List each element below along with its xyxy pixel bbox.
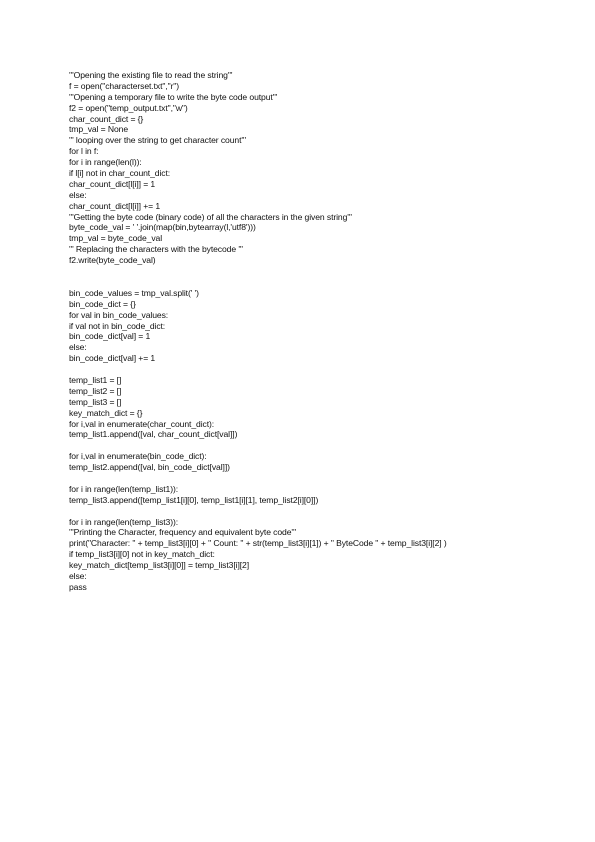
- code-section-file-read: [69, 70, 569, 266]
- code-line: ''' looping over the string to get character count''': [69, 135, 246, 146]
- code-line: f = open("characterset.txt","r"): [69, 80, 180, 91]
- code-line: f2.write(byte_code_val): [69, 255, 156, 266]
- code-line: temp_list2.append([val, bin_code_dict[val]]): [69, 462, 230, 473]
- code-line: for i,val in enumerate(bin_code_dict):: [69, 451, 207, 462]
- code-line: '''Opening a temporary file to write the byte code output''': [69, 91, 278, 102]
- code-line: byte_code_val = ' '.join(map(bin,bytearray(l,'utf8'))): [69, 222, 256, 233]
- code-line: char_count_dict[l[i]] = 1: [69, 178, 156, 189]
- code-line: for i in range(len(temp_list1)):: [69, 483, 179, 494]
- code-line: key_match_dict[temp_list3[i][0]] = temp_list3[i][2]: [69, 560, 249, 571]
- code-line: char_count_dict[l[i]] += 1: [69, 200, 161, 211]
- code-line: if val not in bin_code_dict:: [69, 320, 166, 331]
- code-line: for l in f:: [69, 146, 99, 157]
- code-line: char_count_dict = {}: [69, 113, 144, 124]
- code-line: for val in bin_code_values:: [69, 309, 169, 320]
- code-line: else:: [69, 189, 87, 200]
- code-line: else:: [69, 342, 87, 353]
- code-line: '''Printing the Character, frequency and equivalent byte code''': [69, 527, 297, 538]
- code-line: temp_list2 = []: [69, 385, 122, 396]
- code-line: if temp_list3[i][0] not in key_match_dict:: [69, 549, 215, 560]
- code-line: '''Getting the byte code (binary code) of all the characters in the given string''': [69, 211, 352, 222]
- section-spacer: [69, 473, 569, 484]
- code-section-list2: [69, 451, 569, 473]
- code-listing: [69, 70, 569, 593]
- code-line: for i,val in enumerate(char_count_dict):: [69, 418, 215, 429]
- section-spacer: [69, 440, 569, 451]
- code-line: bin_code_values = tmp_val.split(' '): [69, 287, 199, 298]
- code-line: temp_list3 = []: [69, 396, 122, 407]
- code-section-list3: [69, 484, 569, 506]
- section-spacer: [69, 364, 569, 375]
- code-line: temp_list1 = []: [69, 374, 122, 385]
- code-line: f2 = open("temp_output.txt","w"): [69, 102, 188, 113]
- code-line: bin_code_dict[val] = 1: [69, 331, 151, 342]
- code-line: pass: [69, 581, 87, 592]
- code-line: for i in range(len(temp_list3)):: [69, 516, 179, 527]
- code-line: key_match_dict = {}: [69, 407, 143, 418]
- code-section-temp-lists: [69, 375, 569, 440]
- code-line: bin_code_dict = {}: [69, 298, 136, 309]
- code-line: print("Character: " + temp_list3[i][0] + " Count: " + str(temp_list3[i][1]) + " ByteCode " + temp_list3[i][2] ): [69, 538, 447, 549]
- code-line: temp_list3.append([temp_list1[i][0], temp_list1[i][1], temp_list2[i][0]]): [69, 494, 319, 505]
- code-line: for i in range(len(l)):: [69, 157, 142, 168]
- section-spacer: [69, 266, 569, 288]
- code-line: ''' Replacing the characters with the bytecode ''': [69, 244, 243, 255]
- code-line: tmp_val = None: [69, 124, 129, 135]
- code-line: temp_list1.append([val, char_count_dict[val]]): [69, 429, 238, 440]
- section-spacer: [69, 506, 569, 517]
- code-line: '''Opening the existing file to read the string''': [69, 70, 233, 80]
- code-line: bin_code_dict[val] += 1: [69, 353, 156, 364]
- code-line: if l[i] not in char_count_dict:: [69, 168, 171, 179]
- code-section-bin-code-dict: [69, 288, 569, 364]
- code-line: tmp_val = byte_code_val: [69, 233, 163, 244]
- code-section-print: [69, 517, 569, 593]
- code-line: else:: [69, 570, 87, 581]
